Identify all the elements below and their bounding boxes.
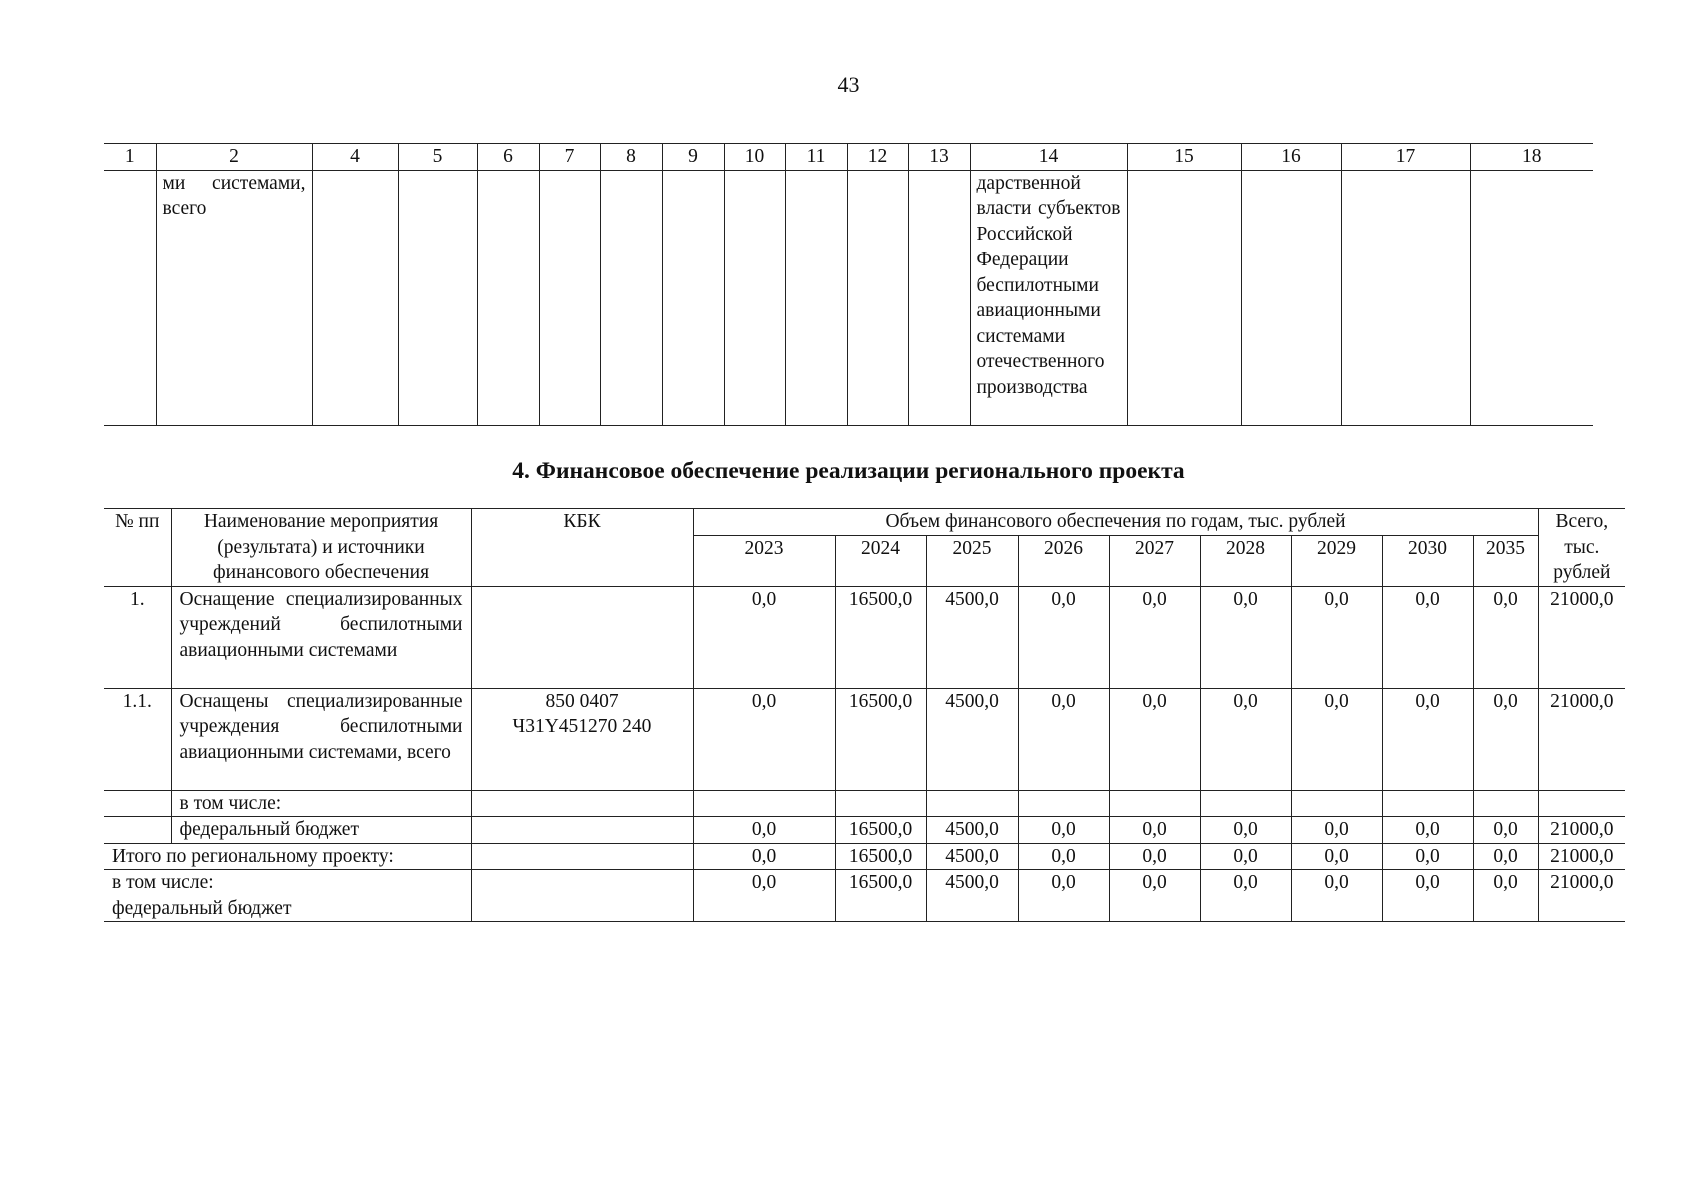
row-kbk [471,870,693,922]
value-cell: 16500,0 [835,870,926,922]
column-number: 1 [104,144,156,171]
value-cell: 4500,0 [926,688,1018,790]
value-cell [1109,790,1200,817]
table-row [104,688,1625,790]
row-kbk [471,817,693,844]
total-cell: 21000,0 [1538,843,1625,870]
kbk-header: КБК [471,509,693,587]
year-header: 2025 [926,535,1018,586]
value-cell [1018,790,1109,817]
value-cell: 0,0 [1200,688,1291,790]
total-cell: 21000,0 [1538,586,1625,688]
year-header: 2024 [835,535,926,586]
year-header: 2026 [1018,535,1109,586]
column-number: 5 [398,144,477,171]
total-row [104,843,1625,870]
column-number: 10 [724,144,785,171]
value-cell: 0,0 [1109,817,1200,844]
value-cell: 0,0 [1109,688,1200,790]
value-cell [693,790,835,817]
column-number: 14 [970,144,1127,171]
total-cell: 21000,0 [1538,817,1625,844]
year-header: 2028 [1200,535,1291,586]
description-cell: дарственной власти субъектов Российской Федерации беспилотными авиационными системами отечественного производства [970,170,1127,425]
total-cell: 21000,0 [1538,688,1625,790]
value-cell: 0,0 [1018,870,1109,922]
value-cell: 0,0 [1200,870,1291,922]
value-cell: 0,0 [1473,817,1538,844]
value-cell: 16500,0 [835,817,926,844]
table-row [104,817,1625,844]
table-row [104,586,1625,688]
column-number: 12 [847,144,908,171]
column-number: 15 [1127,144,1241,171]
value-cell: 0,0 [1382,870,1473,922]
row-name: в том числе: [171,790,471,817]
value-cell: 0,0 [1109,870,1200,922]
value-cell: 4500,0 [926,870,1018,922]
year-header: 2027 [1109,535,1200,586]
value-cell [835,790,926,817]
value-cell: 0,0 [1200,817,1291,844]
name-header: Наименование мероприятия (результата) и источники финансового обеспечения [171,509,471,587]
value-cell: 0,0 [1018,586,1109,688]
value-cell: 0,0 [1382,688,1473,790]
column-number: 9 [662,144,724,171]
value-cell: 0,0 [1473,870,1538,922]
value-cell: 0,0 [1382,586,1473,688]
column-number: 11 [785,144,847,171]
value-cell: 4500,0 [926,843,1018,870]
column-number: 4 [312,144,398,171]
row-number: 1. [104,586,171,688]
including-label: в том числе: федеральный бюджет [104,870,471,922]
value-cell: 0,0 [1473,586,1538,688]
value-cell: 0,0 [1291,688,1382,790]
value-cell [926,790,1018,817]
number-header: № пп [104,509,171,587]
row-kbk: 850 0407 Ч31Y451270 240 [471,688,693,790]
total-label: Итого по региональному проекту: [104,843,471,870]
continuation-table [104,143,1593,426]
row-name: Оснащение специализированных учреждений беспилотными авиационными системами [171,586,471,688]
value-cell: 0,0 [1109,586,1200,688]
page-number: 43 [837,72,860,97]
value-cell [1291,790,1382,817]
table-row [104,790,1625,817]
value-cell: 0,0 [693,586,835,688]
year-header: 2029 [1291,535,1382,586]
value-cell: 0,0 [1291,870,1382,922]
row-name: Оснащены специализированные учреждения беспилотными авиационными системами, всего [171,688,471,790]
row-number [104,790,171,817]
value-cell: 0,0 [1018,817,1109,844]
table-row [104,170,1593,425]
including-row [104,870,1625,922]
row-kbk [471,586,693,688]
column-number: 8 [600,144,662,171]
column-number: 16 [1241,144,1341,171]
column-number: 2 [156,144,312,171]
year-header: 2035 [1473,535,1538,586]
value-cell: 0,0 [693,870,835,922]
value-cell: 0,0 [1382,843,1473,870]
value-cell: 16500,0 [835,843,926,870]
row-name: федеральный бюджет [171,817,471,844]
year-header: 2030 [1382,535,1473,586]
value-cell: 0,0 [693,843,835,870]
row-number: 1.1. [104,688,171,790]
column-number: 6 [477,144,539,171]
column-number: 18 [1470,144,1593,171]
row-kbk [471,843,693,870]
year-header: 2023 [693,535,835,586]
value-cell: 0,0 [1382,817,1473,844]
value-cell: 0,0 [1109,843,1200,870]
value-cell: 0,0 [1473,843,1538,870]
value-cell: 0,0 [693,688,835,790]
row-kbk [471,790,693,817]
value-cell: 0,0 [1200,586,1291,688]
value-cell: 16500,0 [835,688,926,790]
column-number: 13 [908,144,970,171]
value-cell: 4500,0 [926,817,1018,844]
financing-table [104,508,1625,922]
column-number-row [104,144,1593,171]
value-cell: 0,0 [1473,688,1538,790]
value-cell: 0,0 [1018,688,1109,790]
total-cell [1538,790,1625,817]
volume-header: Объем финансового обеспечения по годам, тыс. рублей [693,509,1538,536]
value-cell: 0,0 [1018,843,1109,870]
value-cell: 0,0 [1291,586,1382,688]
value-cell: 0,0 [1200,843,1291,870]
result-name-cell: ми системами, всего [156,170,312,425]
section-title: 4. Финансовое обеспечение реализации регионального проекта [512,458,1185,484]
value-cell [1473,790,1538,817]
column-number: 7 [539,144,600,171]
row-number [104,817,171,844]
value-cell: 0,0 [1291,817,1382,844]
value-cell: 4500,0 [926,586,1018,688]
total-cell: 21000,0 [1538,870,1625,922]
value-cell [1382,790,1473,817]
column-number: 17 [1341,144,1470,171]
value-cell: 0,0 [693,817,835,844]
value-cell: 0,0 [1291,843,1382,870]
total-header: Всего, тыс. рублей [1538,509,1625,587]
value-cell [1200,790,1291,817]
header-row [104,509,1625,536]
value-cell: 16500,0 [835,586,926,688]
